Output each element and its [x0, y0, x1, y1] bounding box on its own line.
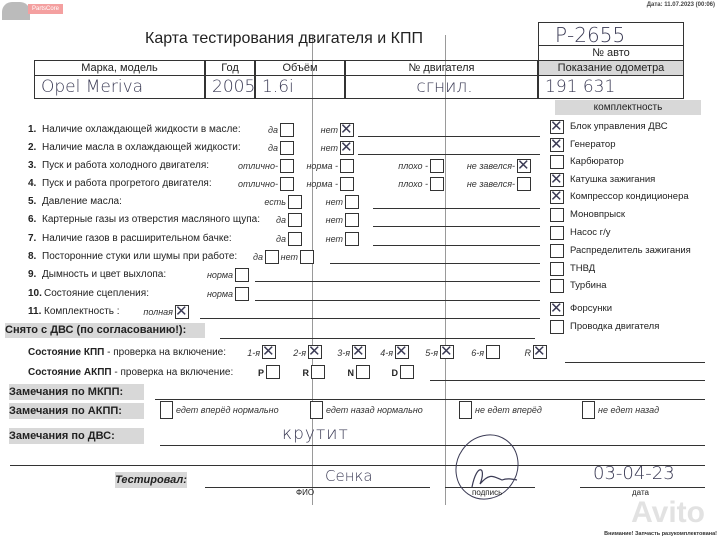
checkbox[interactable] [288, 232, 302, 246]
checklist-label: Пуск и работа прогретого двигателя: [42, 178, 212, 189]
checkbox[interactable] [550, 262, 564, 276]
checkbox[interactable] [288, 213, 302, 227]
gear-label: R [524, 348, 531, 358]
checklist-number: 10. [28, 288, 42, 299]
signature-caption: подпись [472, 488, 503, 497]
completeness-item: Насос г/у [570, 227, 611, 238]
option-label: нет [320, 125, 338, 135]
checkbox[interactable] [345, 232, 359, 246]
checklist-label: Комплектность : [44, 306, 120, 317]
tester-name: Сенка [325, 467, 373, 485]
checklist-number: 7. [28, 233, 37, 244]
checkbox[interactable] [280, 159, 294, 173]
underline [330, 263, 540, 264]
date-stamp: Дата: 11.07.2023 (00:06) [646, 2, 715, 8]
checkbox[interactable] [352, 345, 366, 359]
checkbox[interactable] [340, 141, 354, 155]
checkbox[interactable] [550, 244, 564, 258]
option-label: норма - [306, 179, 338, 189]
checkbox[interactable] [340, 159, 354, 173]
kpp-label: Состояние КПП - проверка на включение: [28, 347, 227, 358]
checklist-number: 11. [28, 306, 42, 317]
checkbox[interactable] [395, 345, 409, 359]
completeness-item: Моновпрыск [570, 209, 626, 220]
option-label: плохо - [398, 161, 428, 171]
checklist-number: 8. [28, 251, 37, 262]
akpp-position-label: P [257, 368, 264, 378]
checkbox[interactable] [311, 365, 325, 379]
checkbox[interactable] [550, 120, 564, 134]
checkbox[interactable] [300, 250, 314, 264]
checkbox[interactable] [517, 159, 531, 173]
completeness-item: Распределитель зажигания [570, 245, 691, 256]
dvs-remarks-value: крутит [282, 424, 349, 444]
gear-label: 5-я [425, 348, 438, 358]
checklist-label: Наличие охлаждающей жидкости в масле: [42, 124, 241, 135]
akpp-label: Состояние АКПП - проверка на включение: [28, 367, 234, 378]
partscore-logo: PartsCore [0, 0, 60, 20]
checkbox[interactable] [550, 190, 564, 204]
option-label: нет [320, 143, 338, 153]
checkbox[interactable] [235, 268, 249, 282]
underline [255, 300, 540, 301]
checkbox[interactable] [356, 365, 370, 379]
checklist-label: Состояние сцепления: [44, 288, 149, 299]
checklist-number: 4. [28, 178, 37, 189]
option-label: нет [325, 234, 343, 244]
option-label: да [276, 215, 286, 225]
checklist-number: 2. [28, 142, 37, 153]
checkbox[interactable] [582, 401, 595, 419]
completeness-item: Турбина [570, 280, 607, 291]
table-header: Марка, модель [34, 60, 205, 76]
completeness-item: ТНВД [570, 263, 596, 274]
akpp-position-label: R [302, 368, 309, 378]
checkbox[interactable] [430, 177, 444, 191]
checklist-label: Дымность и цвет выхлопа: [42, 269, 167, 280]
auto-number-label: № авто [538, 45, 684, 61]
name-caption: ФИО [296, 488, 315, 497]
checkbox[interactable] [430, 159, 444, 173]
checkbox[interactable] [550, 138, 564, 152]
checkbox[interactable] [235, 287, 249, 301]
option-label: нет [280, 252, 298, 262]
option-label: не завелся- [466, 179, 515, 189]
checklist-label: Наличие газов в расширительном бачке: [42, 233, 232, 244]
checkbox[interactable] [550, 302, 564, 316]
completeness-item: Проводка двигателя [570, 321, 660, 332]
option-label: отлично- [238, 161, 278, 171]
auto-number-box [538, 22, 684, 46]
tested-by-label: Тестировал: [115, 474, 187, 486]
checkbox[interactable] [265, 250, 279, 264]
checkbox[interactable] [280, 141, 294, 155]
completeness-item: Блок управления ДВС [570, 121, 668, 132]
underline [373, 208, 540, 209]
checklist-number: 6. [28, 214, 37, 225]
underline [255, 281, 540, 282]
option-label: отлично- [238, 179, 278, 189]
checkbox[interactable] [340, 177, 354, 191]
checkbox[interactable] [533, 345, 547, 359]
gear-label: 4-я [380, 348, 393, 358]
option-label: норма [206, 289, 233, 299]
table-header: Год [205, 60, 255, 76]
akpp-position-label: D [391, 368, 398, 378]
table-header: № двигателя [345, 60, 538, 76]
checkbox[interactable] [175, 305, 189, 319]
checkbox[interactable] [288, 195, 302, 209]
akpp-remark-option: едет назад нормально [326, 405, 423, 415]
underline [373, 226, 540, 227]
gear-label: 2-я [293, 348, 306, 358]
underline [200, 318, 540, 319]
checkbox[interactable] [262, 345, 276, 359]
checkbox[interactable] [550, 173, 564, 187]
checkbox[interactable] [517, 177, 531, 191]
option-label: плохо - [398, 179, 428, 189]
option-label: нет [325, 197, 343, 207]
checklist-label: Картерные газы из отверстия масляного щупа: [42, 214, 260, 225]
checkbox[interactable] [459, 401, 472, 419]
akpp-remark-option: едет вперёд нормально [176, 405, 279, 415]
page-title: Карта тестирования двигателя и КПП [145, 30, 423, 47]
option-label: да [268, 143, 278, 153]
table-cell: 1.6i [255, 75, 345, 99]
option-label: есть [264, 197, 286, 207]
checkbox[interactable] [345, 195, 359, 209]
option-label: да [268, 125, 278, 135]
table-cell: сгнил. [345, 75, 538, 99]
gear-label: 1-я [247, 348, 260, 358]
completeness-item: Карбюратор [570, 156, 624, 167]
warning-text: Внимание! Запчасть разукомплектована! [604, 531, 717, 537]
avito-watermark: Avito [631, 496, 705, 529]
test-date: 03-04-23 [593, 463, 675, 484]
table-cell: 2005 [205, 75, 255, 99]
auto-number-value: Р-2655 [555, 23, 626, 47]
checkbox[interactable] [280, 123, 294, 137]
completeness-item: Форсунки [570, 303, 612, 314]
date-caption: дата [632, 488, 649, 497]
checkbox[interactable] [310, 401, 323, 419]
checkbox[interactable] [400, 365, 414, 379]
checklist-number: 5. [28, 196, 37, 207]
checklist-number: 1. [28, 124, 37, 135]
option-label: полная [143, 307, 173, 317]
gear-label: 3-я [337, 348, 350, 358]
underline [358, 136, 540, 137]
gear-label: 6-я [471, 348, 484, 358]
checkbox[interactable] [345, 213, 359, 227]
table-header: Объём [255, 60, 345, 76]
table-cell: 191 631 [538, 75, 684, 99]
checkbox[interactable] [266, 365, 280, 379]
checkbox[interactable] [486, 345, 500, 359]
checkbox[interactable] [550, 208, 564, 222]
mkpp-remarks-label: Замечания по МКПП: [9, 384, 144, 400]
option-label: норма [206, 270, 233, 280]
checkbox[interactable] [160, 401, 173, 419]
akpp-remarks-label: Замечания по АКПП: [9, 403, 144, 419]
removed-label: Снято с ДВС (по согласованию!): [5, 323, 205, 338]
checkbox[interactable] [550, 279, 564, 293]
underline [373, 245, 540, 246]
checkbox[interactable] [550, 155, 564, 169]
option-label: норма - [306, 161, 338, 171]
completeness-item: Катушка зажигания [570, 174, 656, 185]
option-label: да [276, 234, 286, 244]
checkbox[interactable] [308, 345, 322, 359]
option-label: нет [325, 215, 343, 225]
option-label: да [253, 252, 263, 262]
checkbox[interactable] [550, 226, 564, 240]
checklist-number: 3. [28, 160, 37, 171]
akpp-remark-option: не едет вперёд [475, 405, 542, 415]
underline [358, 154, 540, 155]
checkbox[interactable] [550, 320, 564, 334]
checklist-label: Посторонние стуки или шумы при работе: [42, 251, 238, 262]
checklist-number: 9. [28, 269, 37, 280]
checklist-label: Давление масла: [42, 196, 122, 207]
table-cell: Opel Meriva [34, 75, 205, 99]
akpp-remark-option: не едет назад [598, 405, 660, 415]
dvs-remarks-label: Замечания по ДВС: [9, 428, 144, 444]
completeness-header: комплектность [555, 100, 701, 115]
checkbox[interactable] [440, 345, 454, 359]
option-label: не завелся- [466, 161, 515, 171]
checkbox[interactable] [340, 123, 354, 137]
checklist-label: Пуск и работа холодного двигателя: [42, 160, 210, 171]
completeness-item: Генератор [570, 139, 616, 150]
table-header: Показание одометра [538, 60, 684, 76]
checklist-label: Наличие масла в охлаждающей жидкости: [42, 142, 241, 153]
checkbox[interactable] [280, 177, 294, 191]
completeness-item: Компрессор кондиционера [570, 191, 689, 202]
akpp-position-label: N [347, 368, 354, 378]
